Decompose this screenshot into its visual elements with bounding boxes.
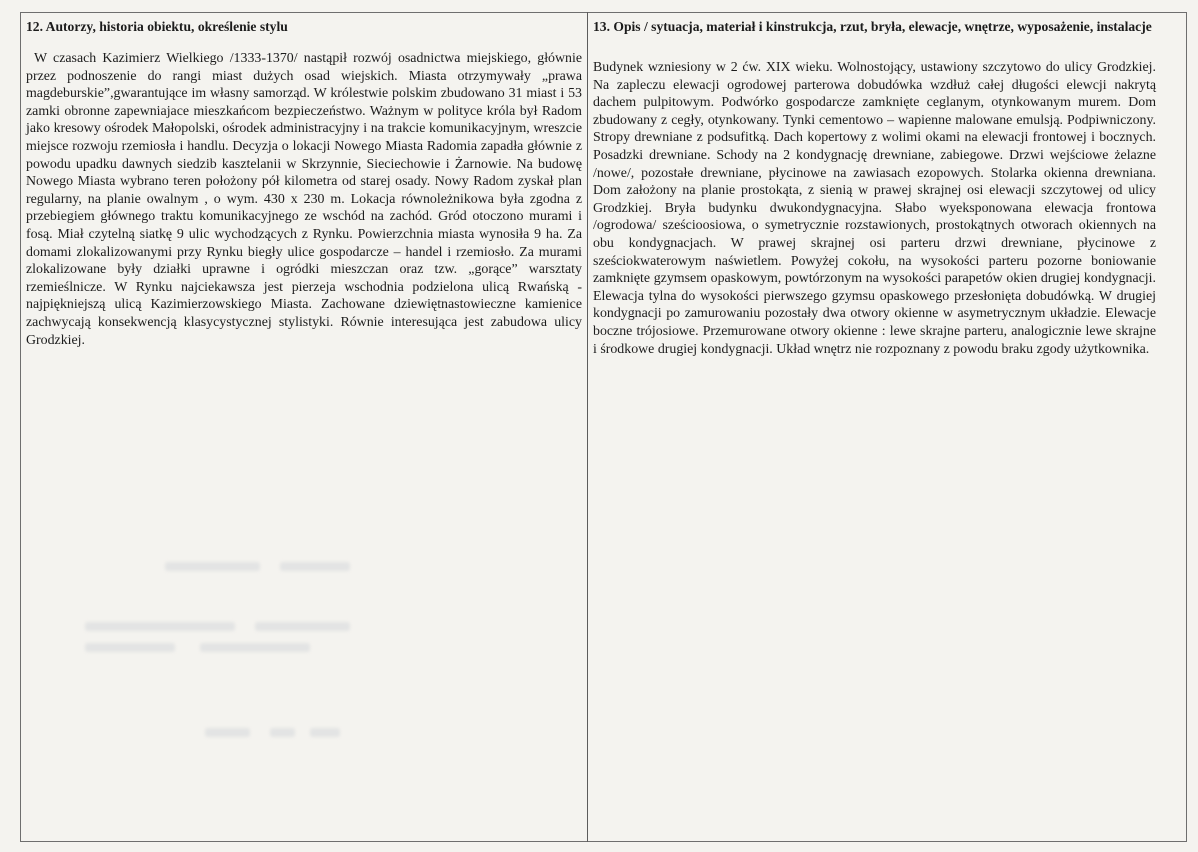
section-12 (26, 18, 582, 349)
section-12-heading: 12. Autorzy, historia obiektu, określenie stylu (26, 19, 288, 34)
section-13 (593, 18, 1156, 358)
column-divider (587, 12, 588, 842)
section-12-text: W czasach Kazimierz Wielkiego /1333-1370/ nastąpił rozwój osadnictwa miejskiego, głównie przez podnoszenie do rangi miast dużych osad wiejskich. Miasta otrzymywały „prawa magdeburskie”,gwarantujące im własny samorząd. W królestwie polskim zbudowano 31 miast i 53 zamki obronne zapewniajace mieszkańcom bezpieczeństwo. Ważnym w polityce króla był Radom jako kresowy ośrodek Małopolski, ośrodek administracyjny i na trakcie komunikacyjnym, wreszcie miejsce rozwoju rzemiosła i handlu. Decyzja o lokacji Nowego Miasta Radomia zapadła głównie z powodu upadku dawnych siedzib kasztelanii w Skrzynnie, Sieciechowie i Żarnowie. Na budowę Nowego Miasta wybrano teren położony pół kilometra od starej osady. Nowy Radom zyskał plan regularny, na planie owalnym , o wym. 430 x 230 m. Lokacja równoleżnikowa była zgodna z przebiegiem głównego traktu komunikacyjnego ze wschód na zachód. Gród otoczono murami i fosą. Miał czytelną siatkę 9 ulic wychodzących z Rynku. Powierzchnia miasta wynosiła 9 ha. Za domami zlokalizowanymi przy Rynku biegły ulice gospodarcze – handel i rzemiosło. Za murami zlokalizowane były działki uprawne i ogródki mieszczan oraz tzw. „gorące” warsztaty rzemieślnicze. W Rynku najciekawsza jest pierzeja wschodnia podzielona ulicą Rwańską - najpiękniejszą ulicą Kazimierzowskiego Miasta. Zachowane dziewiętnastowieczne kamienice zachwycają konsekwencją klasycystycznej stylistyki. Równie interesująca jest zabudowa ulicy Grodzkiej. (26, 51, 582, 348)
section-13-text: Budynek wzniesiony w 2 ćw. XIX wieku. Wolnostojący, ustawiony szczytowo do ulicy Grodzkiej. Na zapleczu elewacji ogrodowej parterowa dobudówka wzdłuż całej długości elewcji nakrytą dachem pulpitowym. Podwórko gospodarcze zamknięte ceglanym, otynkowanym murem. Dom zbudowany z cegły, otynkowany. Tynki cementowo – wapienne malowane emulsją. Podpiwniczony. Stropy drewniane z podsufitką. Dach kopertowy z wolimi okami na elewacji frontowej i bocznych. Posadzki drewniane. Schody na 2 kondygnację drewniane, zabiegowe. Drzwi wejściowe żelazne /nowe/, pozostałe drewniane, płycinowe na zawiasach ezopowych. Stolarka okienna drewniana. Dom założony na planie prostokąta, z sienią w prawej skrajnej osi elewacji szczytowej od ulicy Grodzkiej. Bryła budynku dwukondygnacyjna. Słabo wyeksponowana elewacja frontowa /ogrodowa/ sześcioosiowa, o symetrycznie rozstawionych, prostokątnych otworach okiennych na obu kondygnacjach. W prawej skrajnej osi parteru drzwi drewniane, płycinowe z sześciokwaterowym naświetlem. Powyżej cokołu, na wysokości parteru pozorne boniowanie zamknięte gzymsem opaskowym, powtórzonym na wysokości parapetów okien drugiej kondygnacji. Elewacja tylna do wysokości pierwszego gzymsu opaskowego przesłonięta dobudówką. W drugiej kondygnacji po zamurowaniu pozostały dwa otwory okienne w asymetrycznym układzie. Elewacje boczne trójosiowe. Przemurowane otwory okienne : lewe skrajne parteru, analogicznie lewe skrajne i środkowe drugiej kondygnacji. Układ wnętrz nie rozpoznany z powodu braku zgody użytkownika. (593, 60, 1156, 357)
section-13-heading: 13. Opis / sytuacja, materiał i kinstrukcja, rzut, bryła, elewacje, wnętrze, wyposażenie, instalacje (593, 19, 1152, 34)
